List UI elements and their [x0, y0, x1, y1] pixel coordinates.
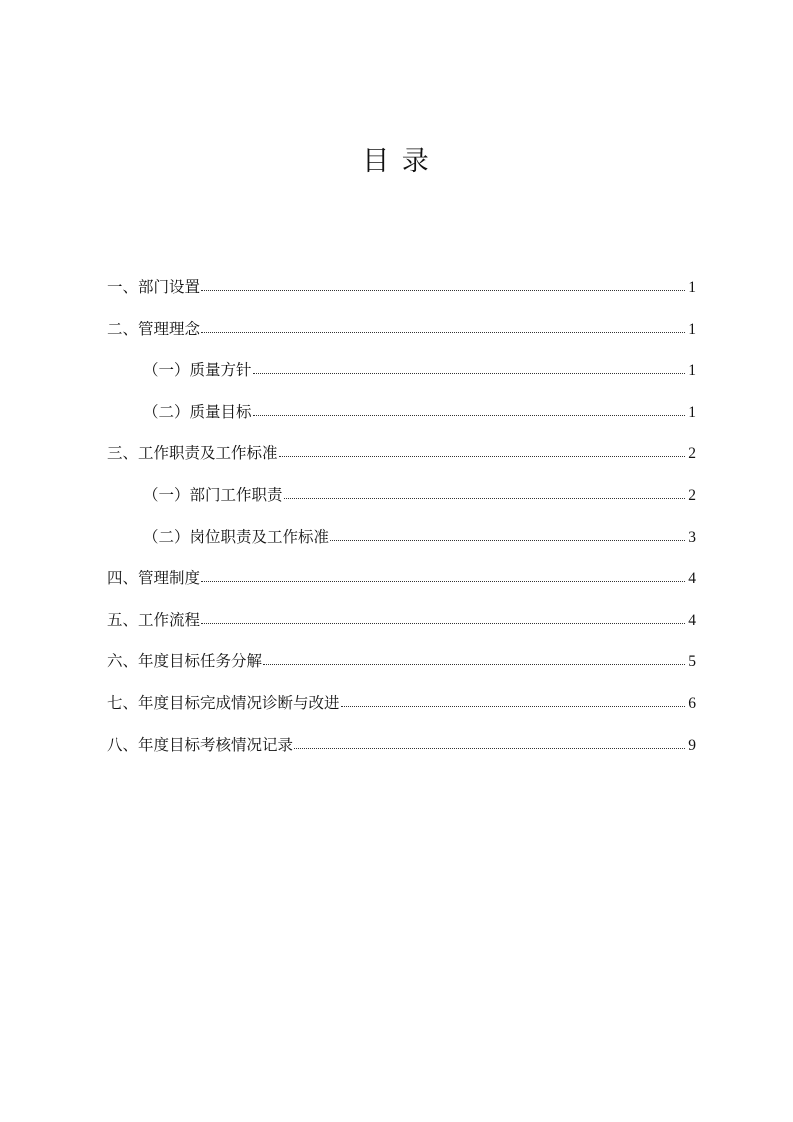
toc-entry-annual-goal-assessment[interactable] — [107, 728, 696, 770]
toc-dot-leader — [201, 613, 685, 625]
toc-entry-label: 八、年度目标考核情况记录 — [107, 735, 294, 754]
toc-page-number: 2 — [688, 486, 696, 504]
toc-dot-leader — [263, 654, 685, 666]
toc-entry-department-duties[interactable] — [107, 478, 696, 520]
toc-entry-quality-objectives[interactable] — [107, 395, 696, 437]
toc-entry-annual-goal-breakdown[interactable] — [107, 644, 696, 686]
toc-entry-management-philosophy[interactable] — [107, 312, 696, 354]
toc-dot-leader — [330, 530, 685, 542]
toc-dot-leader — [341, 696, 685, 708]
toc-entry-label: （二）岗位职责及工作标准 — [143, 527, 330, 546]
toc-entry-label: 五、工作流程 — [107, 610, 201, 629]
toc-dot-leader — [253, 363, 685, 375]
toc-page-number: 9 — [688, 736, 696, 754]
toc-entry-label: 一、部门设置 — [107, 278, 201, 296]
toc-dot-leader — [201, 322, 685, 334]
toc-entry-quality-policy[interactable] — [107, 353, 696, 395]
toc-entry-duties-and-standards[interactable] — [107, 436, 696, 478]
toc-page-number: 5 — [688, 653, 696, 671]
toc-entry-management-rules[interactable] — [107, 561, 696, 603]
toc-entry-label: 四、管理制度 — [107, 569, 201, 588]
toc-entry-label: 六、年度目标任务分解 — [107, 652, 263, 671]
toc-entry-label: 二、管理理念 — [107, 319, 201, 338]
page-title: 目 录 — [362, 146, 431, 177]
toc-entry-department-setup[interactable] — [107, 270, 696, 312]
toc-entry-label: （一）部门工作职责 — [143, 485, 283, 504]
toc-page-number: 1 — [688, 320, 696, 338]
toc-entry-annual-goal-diagnosis[interactable] — [107, 686, 696, 728]
toc-entry-label: （一）质量方针 — [143, 361, 252, 380]
toc-page-number: 1 — [688, 403, 696, 421]
toc-dot-leader — [279, 446, 685, 458]
toc-entry-workflow[interactable] — [107, 603, 696, 645]
toc-page-number: 4 — [688, 570, 696, 588]
table-of-contents — [107, 270, 696, 769]
toc-dot-leader — [201, 280, 685, 292]
toc-dot-leader — [294, 738, 685, 750]
toc-dot-leader — [253, 405, 685, 417]
toc-page-number: 1 — [688, 362, 696, 380]
toc-page-number: 1 — [688, 279, 696, 296]
toc-page-number: 2 — [688, 445, 696, 463]
toc-entry-label: （二）质量目标 — [143, 402, 252, 421]
toc-dot-leader — [201, 571, 685, 583]
toc-entry-position-duties[interactable] — [107, 520, 696, 562]
toc-page-number: 3 — [688, 528, 696, 546]
toc-entry-label: 七、年度目标完成情况诊断与改进 — [107, 693, 340, 712]
toc-page-number: 4 — [688, 611, 696, 629]
toc-dot-leader — [284, 488, 685, 500]
toc-page-number: 6 — [688, 694, 696, 712]
toc-entry-label: 三、工作职责及工作标准 — [107, 444, 278, 463]
